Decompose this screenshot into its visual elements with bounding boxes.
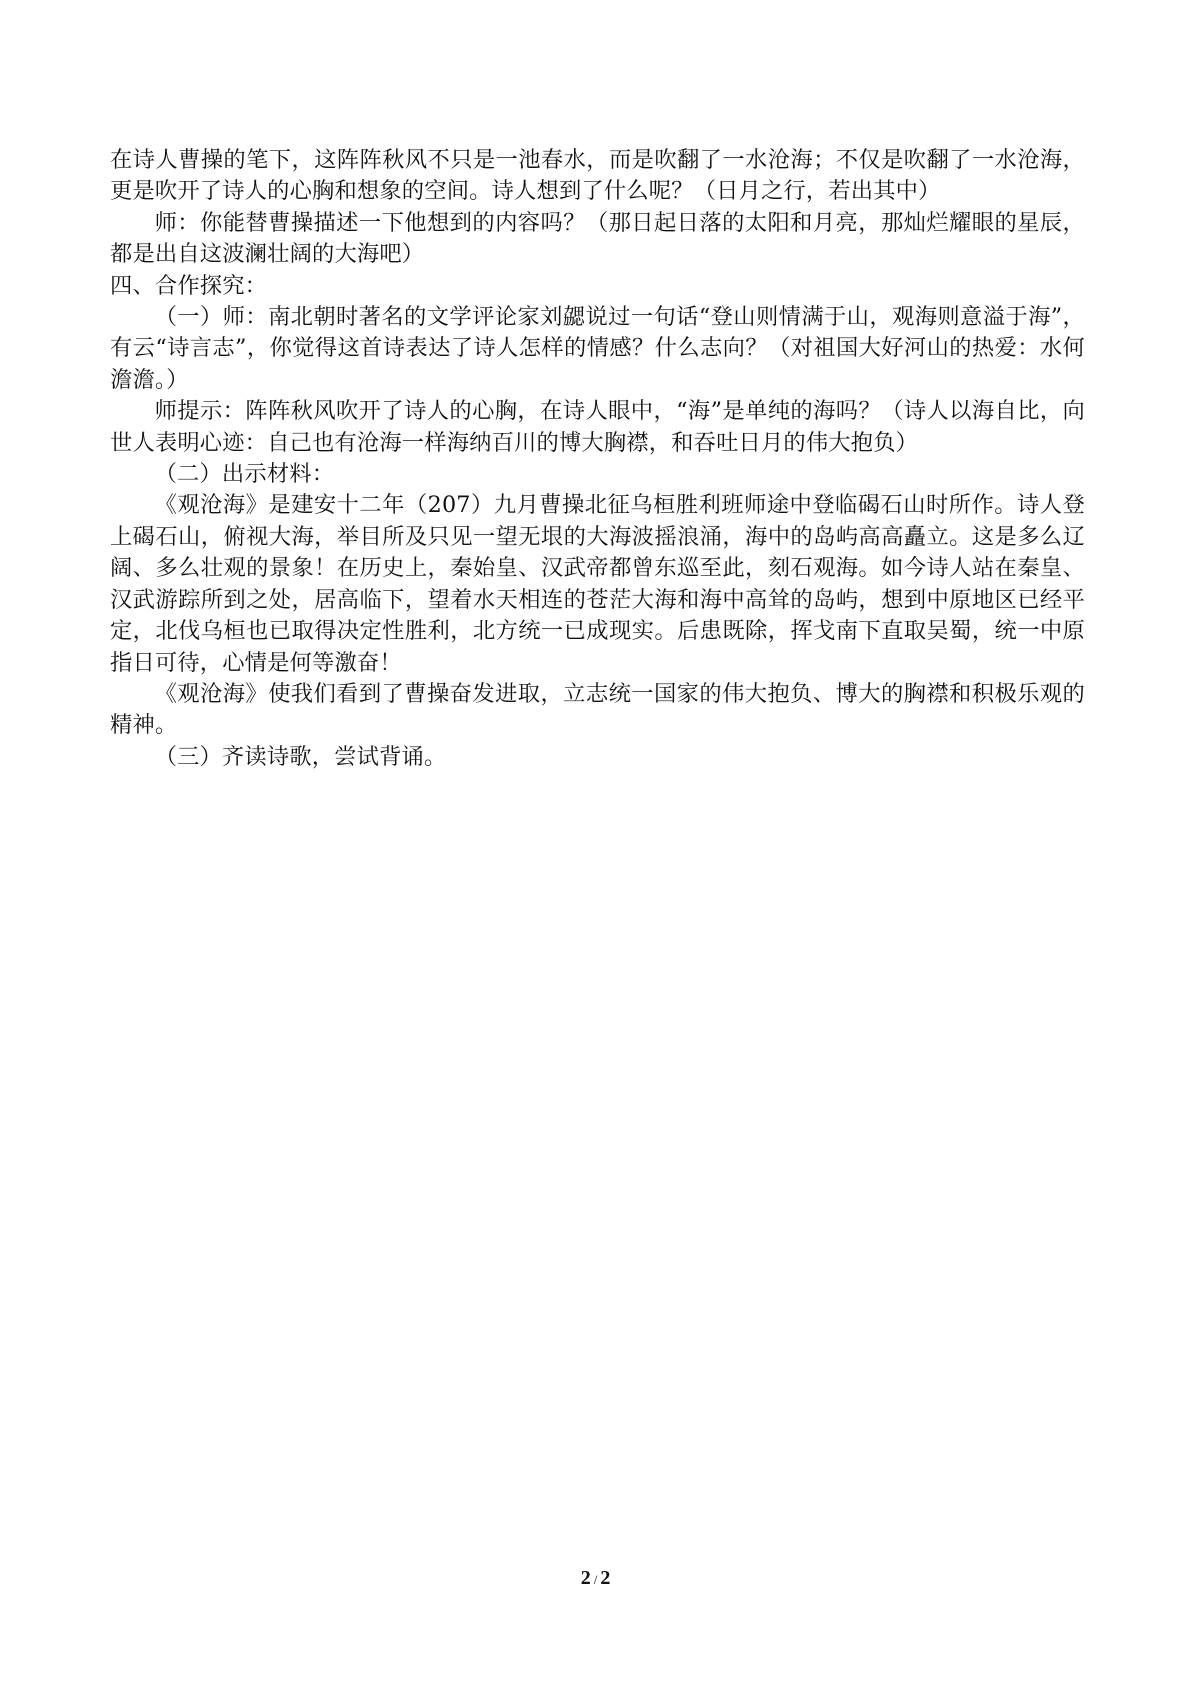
page-number <box>0 1566 1191 1592</box>
section-heading-cooperative-inquiry: 四、合作探究： <box>110 272 268 299</box>
paragraph-part-two-heading: （二）出示材料： <box>154 461 335 488</box>
document-body <box>110 145 1085 773</box>
paragraph-part-one: （一）师：南北朝时著名的文学评论家刘勰说过一句话“登山则情满于山，观海则意溢于海”，有云“诗言志”，你觉得这首诗表达了诗人怎样的情感？什么志向？（对祖国大好河山的热爱：水何澹澹。） <box>110 304 1085 393</box>
paragraph-teacher-hint: 师提示：阵阵秋风吹开了诗人的心胸，在诗人眼中，“海”是单纯的海吗？（诗人以海自比，向世人表明心迹：自己也有沧海一样海纳百川的博大胸襟，和吞吐日月的伟大抱负） <box>110 398 1085 456</box>
paragraph-part-three: （三）齐读诗歌，尝试背诵。 <box>154 743 447 770</box>
paragraph-material: 《观沧海》是建安十二年（207）九月曹操北征乌桓胜利班师途中登临碣石山时所作。诗人登上碣石山，俯视大海，举目所及只见一望无垠的大海波摇浪涌，海中的岛屿高高矗立。这是多么辽阔、多么壮观的景象！在历史上，秦始皇、汉武帝都曾东巡至此，刻石观海。如今诗人站在秦皇、汉武游踪所到之处，居高临下，望着水天相连的苍茫大海和海中高耸的岛屿，想到中原地区已经平定，北伐乌桓也已取得决定性胜利，北方统一已成现实。后患既除，挥戈南下直取吴蜀，统一中原指日可待，心情是何等激奋！ <box>110 492 1085 676</box>
current-page: 2 <box>580 1567 591 1589</box>
paragraph-conclusion: 《观沧海》使我们看到了曹操奋发进取，立志统一国家的伟大抱负、博大的胸襟和积极乐观的精神。 <box>110 680 1085 739</box>
paragraph-intro: 在诗人曹操的笔下，这阵阵秋风不只是一池春水，而是吹翻了一水沧海；不仅是吹翻了一水沧海，更是吹开了诗人的心胸和想象的空间。诗人想到了什么呢？（日月之行，若出其中） <box>110 147 1085 205</box>
total-pages: 2 <box>600 1567 611 1589</box>
page-separator: / <box>593 1572 598 1587</box>
paragraph-teacher-question: 师：你能替曹操描述一下他想到的内容吗？（那日起日落的太阳和月亮，那灿烂耀眼的星辰，都是出自这波澜壮阔的大海吧） <box>110 209 1085 268</box>
